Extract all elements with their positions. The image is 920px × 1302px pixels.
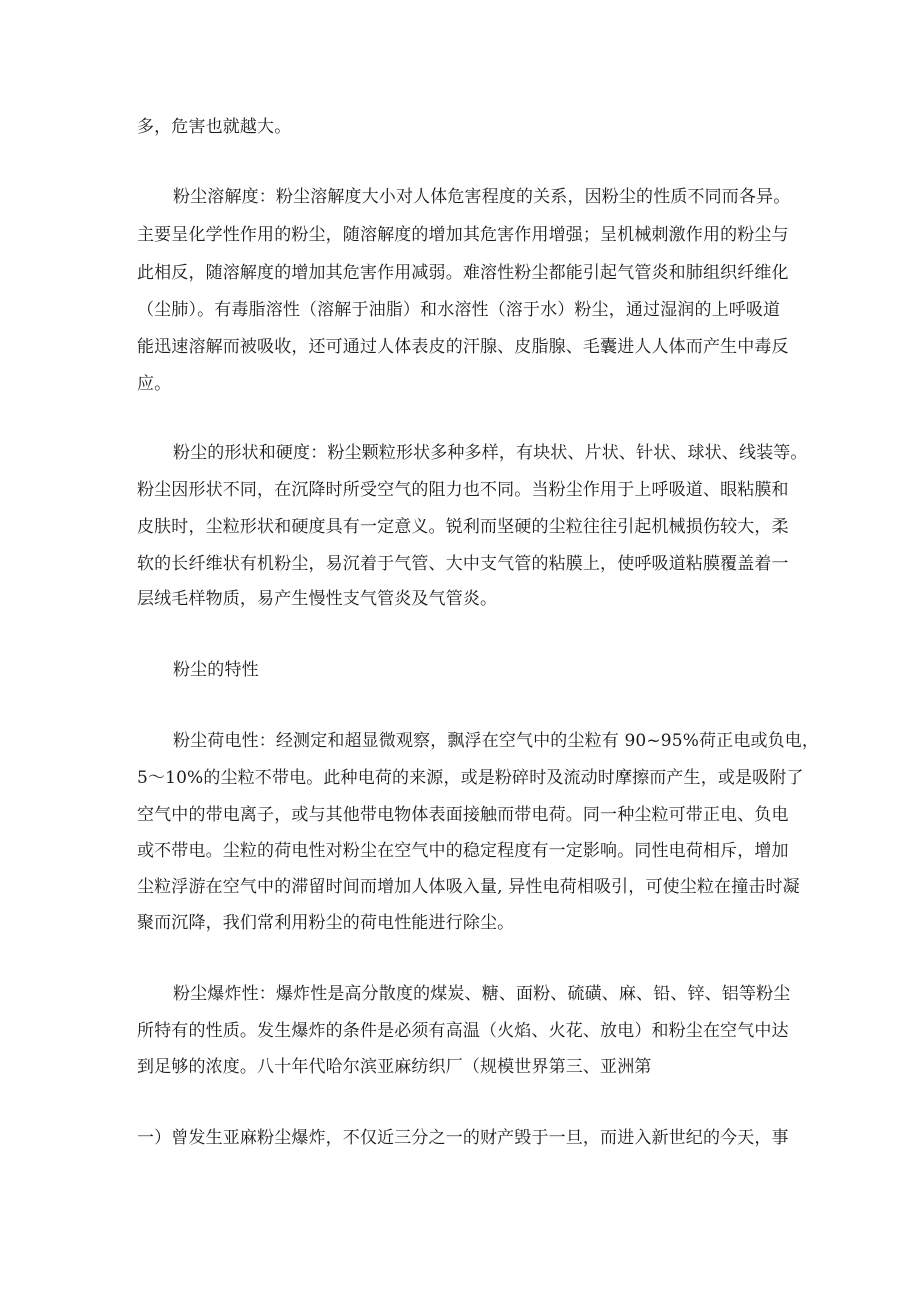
paragraph-final-line: 一）曾发生亚麻粉尘爆炸，不仅近三分之一的财产毁于一旦，而进入新世纪的今天，事 [137, 1128, 789, 1148]
paragraph-charge-line-5: 尘粒浮游在空气中的滞留时间而增加人体吸入量, 异性电荷相吸引，可使尘粒在撞击时凝 [137, 877, 800, 897]
paragraph-solubility-line-6: 应。 [137, 374, 172, 394]
paragraph-solubility-line-5: 能迅速溶解而被吸收，还可通过人体表皮的汗腺、皮脂腺、毛囊进人人体而产生中毒反 [137, 337, 789, 357]
paragraph-explosion-line-3: 到足够的浓度。八十年代哈尔滨亚麻纺织厂（规模世界第三、亚洲第 [137, 1057, 652, 1077]
paragraph-shape-line-1: 粉尘的形状和硬度：粉尘颗粒形状多种多样，有块状、片状、针状、球状、线装等。 [173, 443, 808, 463]
paragraph-solubility-line-1: 粉尘溶解度：粉尘溶解度大小对人体危害程度的关系，因粉尘的性质不同而各异。 [173, 187, 791, 207]
paragraph-solubility-line-4: （尘肺）。有毒脂溶性（溶解于油脂）和水溶性（溶于水）粉尘，通过湿润的上呼吸道 [137, 300, 781, 320]
paragraph-charge-line-4: 或不带电。尘粒的荷电性对粉尘在空气中的稳定程度有一定影响。同性电荷相斥，增加 [137, 841, 789, 861]
paragraph-charge-line-1: 粉尘荷电性：经测定和超显微观察，飘浮在空气中的尘粒有 90~95%荷正电或负电， [173, 731, 820, 751]
paragraph-shape-line-2: 粉尘因形状不同，在沉降时所受空气的阻力也不同。当粉尘作用于上呼吸道、眼粘膜和 [137, 480, 789, 500]
paragraph-solubility-line-2: 主要呈化学性作用的粉尘，随溶解度的增加其危害作用增强；呈机械刺激作用的粉尘与 [137, 225, 789, 245]
section-heading: 粉尘的特性 [173, 660, 259, 680]
paragraph-shape-line-4: 软的长纤维状有机粉尘，易沉着于气管、大中支气管的粘膜上，使呼吸道粘膜覆盖着一 [137, 554, 789, 574]
paragraph-continuation-line: 多，危害也就越大。 [137, 117, 292, 137]
paragraph-charge-line-6: 聚而沉降，我们常利用粉尘的荷电性能进行除尘。 [137, 913, 515, 933]
paragraph-explosion-line-1: 粉尘爆炸性：爆炸性是高分散度的煤炭、糖、面粉、硫磺、麻、铅、锌、铝等粉尘 [173, 984, 791, 1004]
paragraph-solubility-line-3: 此相反，随溶解度的增加其危害作用减弱。难溶性粉尘都能引起气管炎和肺组织纤维化 [137, 263, 789, 283]
paragraph-charge-line-2: 5～10%的尘粒不带电。此种电荷的来源，或是粉碎时及流动时摩擦而产生，或是吸附了 [137, 768, 804, 788]
paragraph-shape-line-3: 皮肤时，尘粒形状和硬度具有一定意义。锐利而坚硬的尘粒往往引起机械损伤较大，柔 [137, 517, 789, 537]
paragraph-shape-line-5: 层绒毛样物质，易产生慢性支气管炎及气管炎。 [137, 589, 498, 609]
paragraph-charge-line-3: 空气中的带电离子，或与其他带电物体表面接触而带电荷。同一种尘粒可带正电、负电 [137, 805, 789, 825]
paragraph-explosion-line-2: 所特有的性质。发生爆炸的条件是必须有高温（火焰、火花、放电）和粉尘在空气中达 [137, 1021, 789, 1041]
